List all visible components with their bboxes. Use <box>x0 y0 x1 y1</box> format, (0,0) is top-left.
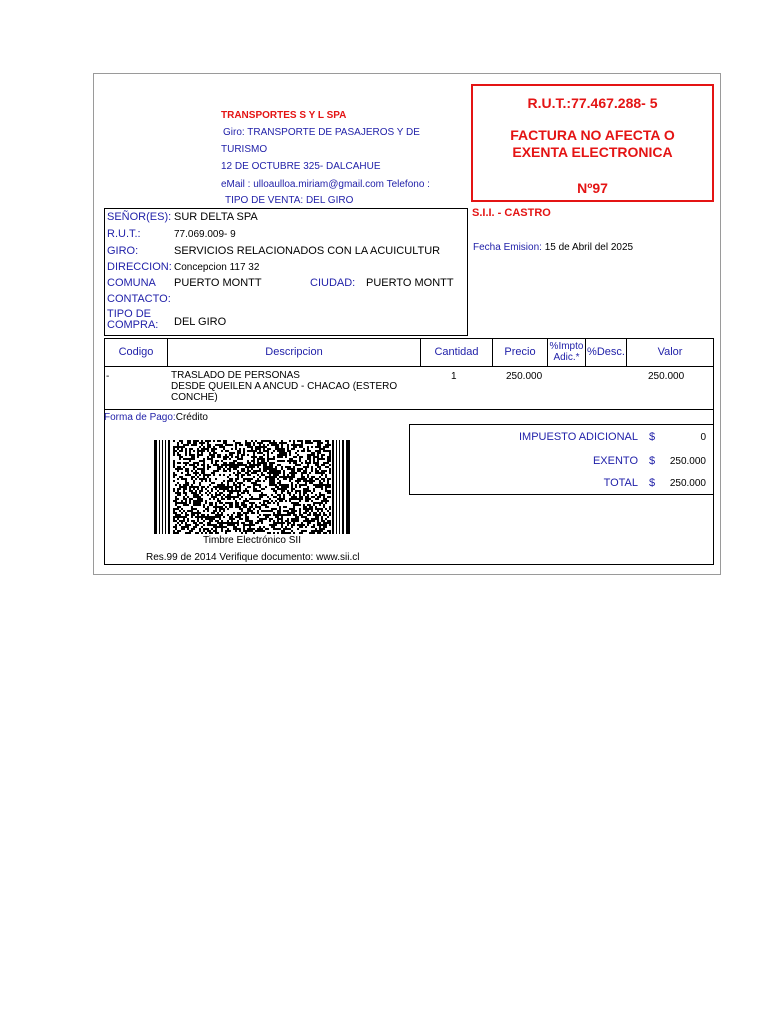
electronic-stamp-barcode <box>154 440 350 534</box>
client-senor-label: SEÑOR(ES): <box>107 211 172 223</box>
issuer-name: TRANSPORTES S Y L SPA <box>221 110 347 121</box>
client-direccion-label: DIRECCION: <box>107 261 172 273</box>
client-tipo-compra-value: DEL GIRO <box>174 316 227 328</box>
issuer-sale-type: TIPO DE VENTA: DEL GIRO <box>225 195 354 206</box>
client-tipo-compra-label-line1: TIPO DE <box>107 308 152 320</box>
issue-date-label: Fecha Emision: <box>473 242 542 253</box>
issuer-giro-line1: Giro: TRANSPORTE DE PASAJEROS Y DE <box>223 127 420 138</box>
items-table-header <box>104 338 714 367</box>
item-valor: 250.000 <box>648 371 685 382</box>
client-rut-value: 77.069.009- 9 <box>174 229 236 240</box>
item-cantidad: 1 <box>451 371 457 382</box>
sii-office: S.I.I. - CASTRO <box>472 207 551 219</box>
stamp-resolution: Res.99 de 2014 Verifique documento: www.sii.cl <box>146 552 360 563</box>
client-rut-label: R.U.T.: <box>107 228 141 240</box>
exento-value: 250.000 <box>669 456 706 467</box>
impuesto-value: 0 <box>700 432 706 443</box>
exento-label: EXENTO <box>592 455 638 467</box>
item-desc-line2: DESDE QUEILEN A ANCUD - CHACAO (ESTERO <box>171 381 398 392</box>
client-tipo-compra-label <box>107 309 158 331</box>
issuer-address: 12 DE OCTUBRE 325- DALCAHUE <box>221 161 381 172</box>
issue-date-value: 15 de Abril del 2025 <box>544 242 634 253</box>
document-type-line2: EXENTA ELECTRONICA <box>512 144 673 160</box>
item-codigo: - <box>106 371 110 382</box>
client-direccion-value: Concepcion 117 32 <box>174 262 260 273</box>
col-valor: Valor <box>657 346 683 358</box>
client-giro-label: GIRO: <box>107 245 139 257</box>
col-impto <box>548 341 585 368</box>
document-type-line1: FACTURA NO AFECTA O <box>510 127 675 143</box>
issuer-contact: eMail : ulloaulloa.miriam@gmail.com Telefono : <box>221 179 430 190</box>
col-cantidad: Cantidad <box>434 346 479 358</box>
impuesto-currency: $ <box>649 431 656 443</box>
payment-value: Crédito <box>175 412 208 423</box>
client-ciudad-label: CIUDAD: <box>310 277 356 289</box>
impuesto-label: IMPUESTO ADICIONAL <box>519 431 638 443</box>
item-desc-line1: TRASLADO DE PERSONAS <box>171 370 300 381</box>
document-type <box>473 127 712 161</box>
total-currency: $ <box>649 477 656 489</box>
client-giro-value: SERVICIOS RELACIONADOS CON LA ACUICULTUR <box>174 245 441 257</box>
col-impto-line2: Adic.* <box>553 352 580 363</box>
client-tipo-compra-label-line2: COMPRA: <box>107 319 159 331</box>
client-comuna-value: PUERTO MONTT <box>174 277 262 289</box>
col-codigo: Codigo <box>118 346 154 358</box>
issue-date <box>473 242 633 254</box>
client-senor-value: SUR DELTA SPA <box>174 211 258 223</box>
client-comuna-label: COMUNA <box>107 277 156 289</box>
issuer-giro-line2: TURISMO <box>221 144 268 155</box>
client-ciudad-value: PUERTO MONTT <box>366 277 454 289</box>
total-label: TOTAL <box>603 477 638 489</box>
document-folio: Nº97 <box>577 180 608 196</box>
document-id-box <box>471 84 714 202</box>
item-descripcion <box>171 370 397 403</box>
payment-method <box>104 412 208 424</box>
payment-label: Forma de Pago: <box>104 412 176 423</box>
stamp-caption: Timbre Electrónico SII <box>203 535 301 546</box>
col-desc: %Desc. <box>587 346 625 358</box>
item-desc-line3: CONCHE) <box>171 392 218 403</box>
client-contacto-label: CONTACTO: <box>107 293 171 305</box>
item-precio: 250.000 <box>506 371 543 382</box>
col-descripcion: Descripcion <box>265 346 323 358</box>
col-precio: Precio <box>504 346 536 358</box>
document-rut: R.U.T.:77.467.288- 5 <box>527 95 658 111</box>
col-impto-line1: %Impto <box>549 341 584 352</box>
exento-currency: $ <box>649 455 656 467</box>
total-value: 250.000 <box>669 478 706 489</box>
